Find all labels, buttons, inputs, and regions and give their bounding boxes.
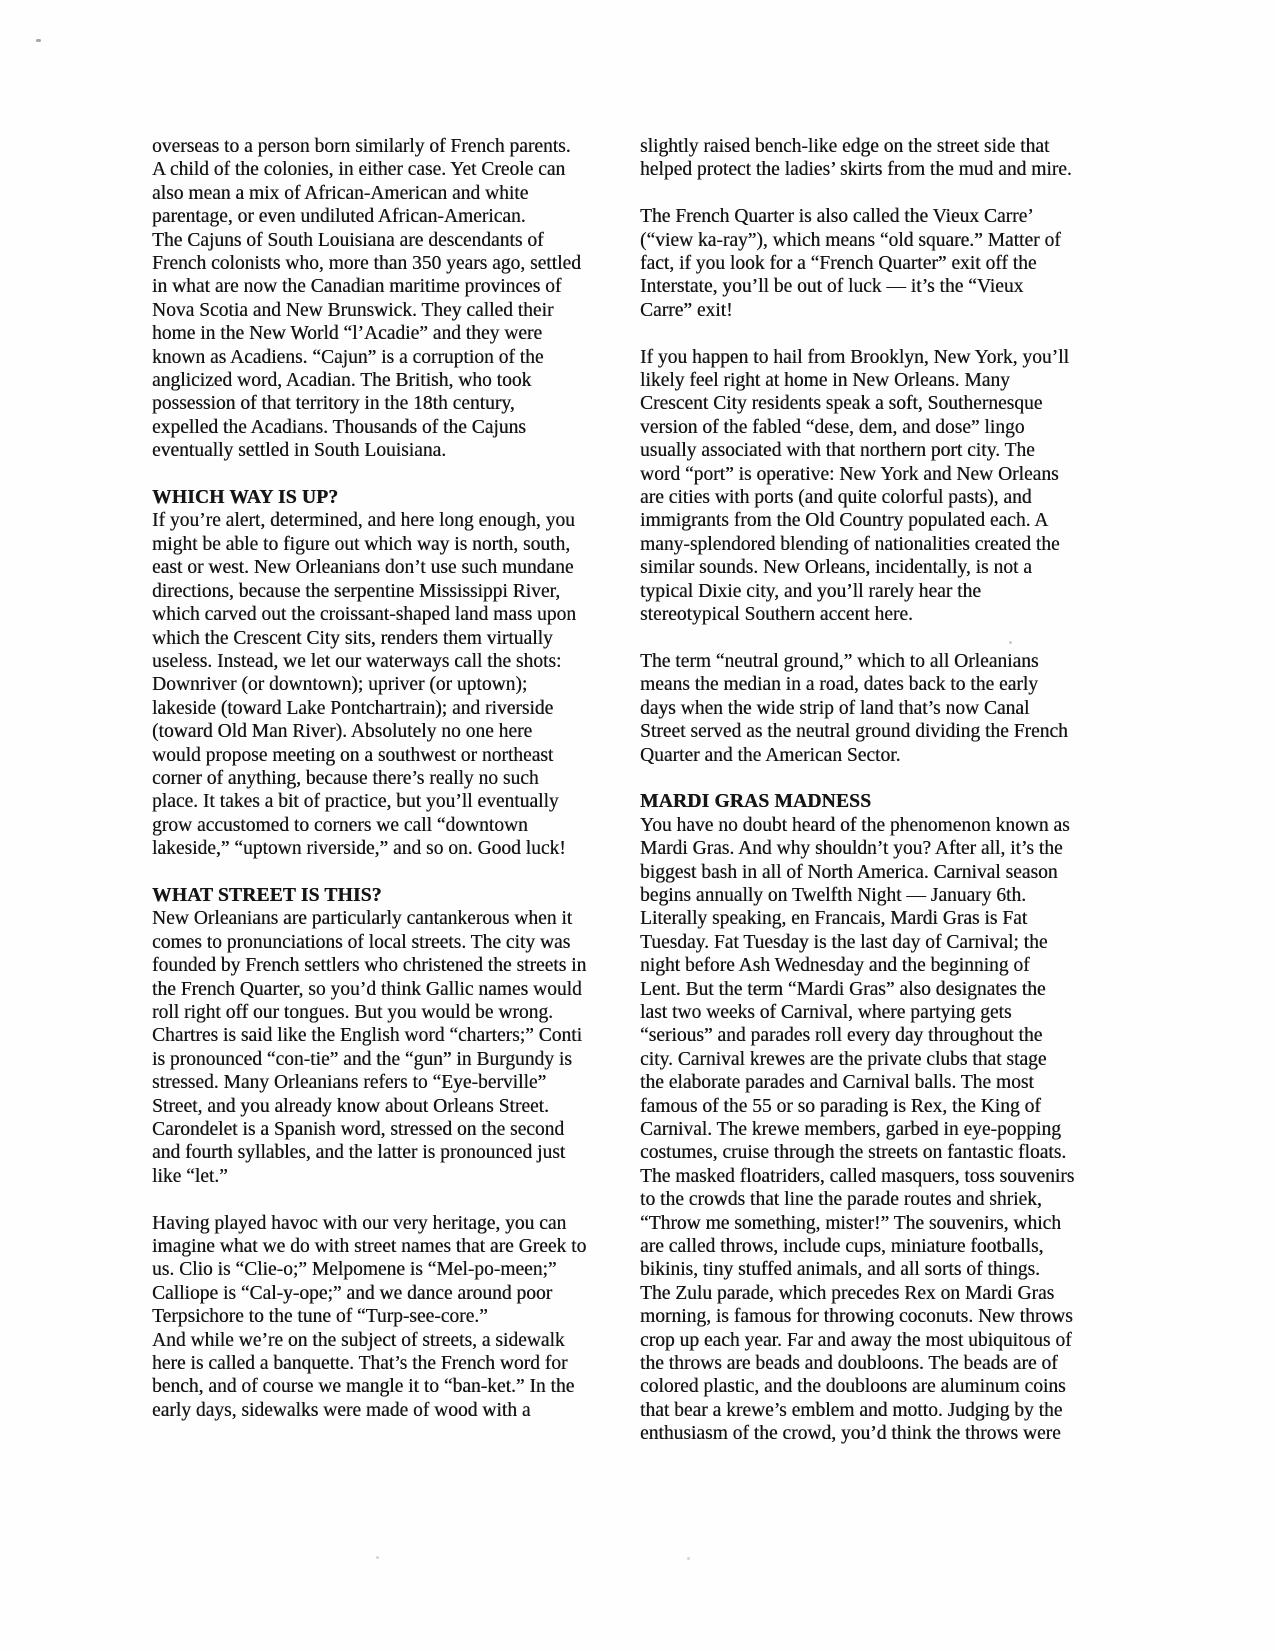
text-line: which carved out the croissant-shaped land mass upon bbox=[152, 604, 577, 626]
text-line: stressed. Many Orleanians refers to “Eye-berville” bbox=[152, 1072, 547, 1094]
paragraph bbox=[640, 205, 1110, 322]
text-line: (“view ka-ray”), which means “old square.” Matter of bbox=[640, 229, 1061, 251]
text-line: lakeside (toward Lake Pontchartrain); and riverside bbox=[152, 697, 554, 719]
text-line: Lent. But the term “Mardi Gras” also designates the bbox=[640, 978, 1046, 1000]
text-line: Nova Scotia and New Brunswick. They called their bbox=[152, 299, 554, 321]
paragraph bbox=[152, 509, 604, 860]
text-line: Interstate, you’ll be out of luck — it’s the “Vieux bbox=[640, 276, 1024, 298]
text-line: Mardi Gras. And why shouldn’t you? After all, it’s the bbox=[640, 838, 1063, 860]
text-line: (toward Old Man River). Absolutely no one here bbox=[152, 721, 533, 743]
text-line: that bear a krewe’s emblem and motto. Judging by the bbox=[640, 1399, 1063, 1421]
text-line: are called throws, include cups, miniature footballs, bbox=[640, 1236, 1044, 1258]
text-line: Calliope is “Cal-y-ope;” and we dance around poor bbox=[152, 1282, 553, 1304]
text-line: Carre” exit! bbox=[640, 299, 733, 321]
text-line: Street, and you already know about Orleans Street. bbox=[152, 1095, 549, 1117]
text-line: Literally speaking, en Francais, Mardi Gras is Fat bbox=[640, 908, 1028, 930]
text-line: biggest bash in all of North America. Carnival season bbox=[640, 861, 1058, 883]
text-line: here is called a banquette. That’s the French word for bbox=[152, 1353, 568, 1375]
text-line: imagine what we do with street names that are Greek to bbox=[152, 1236, 587, 1258]
text-line: immigrants from the Old Country populated each. A bbox=[640, 510, 1049, 532]
text-line: comes to pronunciations of local streets. The city was bbox=[152, 931, 571, 953]
text-line: A child of the colonies, in either case. Yet Creole can bbox=[152, 159, 566, 181]
text-line: The term “neutral ground,” which to all Orleanians bbox=[640, 650, 1039, 672]
text-line: founded by French settlers who christened the streets in bbox=[152, 955, 587, 977]
text-line: like “let.” bbox=[152, 1165, 228, 1187]
text-line: colored plastic, and the doubloons are aluminum coins bbox=[640, 1376, 1066, 1398]
text-line: lakeside,” “uptown riverside,” and so on. Good luck! bbox=[152, 838, 566, 860]
column-right bbox=[640, 135, 1110, 1446]
text-line: The masked floatriders, called masquers, toss souvenirs bbox=[640, 1165, 1075, 1187]
text-line: fact, if you look for a “French Quarter” exit off the bbox=[640, 253, 1037, 275]
paragraph bbox=[640, 135, 1110, 182]
text-line: Street served as the neutral ground dividing the French bbox=[640, 721, 1068, 743]
text-line: You have no doubt heard of the phenomenon known as bbox=[640, 814, 1070, 836]
text-line: And while we’re on the subject of streets, a sidewalk bbox=[152, 1329, 565, 1351]
text-line: eventually settled in South Louisiana. bbox=[152, 440, 447, 462]
text-line: home in the New World “l’Acadie” and they were bbox=[152, 323, 543, 345]
text-line: slightly raised bench-like edge on the street side that bbox=[640, 136, 1050, 157]
text-line: The Zulu parade, which precedes Rex on Mardi Gras bbox=[640, 1282, 1055, 1304]
paragraph bbox=[152, 1212, 604, 1423]
text-line: famous of the 55 or so parading is Rex, the King of bbox=[640, 1095, 1041, 1117]
paragraph bbox=[152, 135, 604, 463]
section-heading: MARDI GRAS MADNESS bbox=[640, 791, 872, 813]
two-column-text-layout bbox=[152, 135, 1110, 1446]
text-line: place. It takes a bit of practice, but you’ll eventually bbox=[152, 791, 559, 813]
text-line: parentage, or even undiluted African-American. bbox=[152, 206, 526, 228]
text-line: last two weeks of Carnival, where partying gets bbox=[640, 1001, 1012, 1023]
text-line: Having played havoc with our very heritage, you can bbox=[152, 1212, 567, 1234]
text-line: overseas to a person born similarly of French parents. bbox=[152, 136, 571, 157]
text-line: Carnival. The krewe members, garbed in eye-popping bbox=[640, 1119, 1061, 1140]
text-line: many-splendored blending of nationalities created the bbox=[640, 533, 1060, 555]
column-left bbox=[152, 135, 604, 1446]
text-line: Quarter and the American Sector. bbox=[640, 744, 901, 766]
text-line: begins annually on Twelfth Night — January 6th. bbox=[640, 884, 1027, 906]
text-line: directions, because the serpentine Mississippi River, bbox=[152, 580, 561, 602]
text-line: possession of that territory in the 18th century, bbox=[152, 393, 515, 415]
text-line: Crescent City residents speak a soft, Southernesque bbox=[640, 393, 1043, 415]
text-line: usually associated with that northern port city. The bbox=[640, 440, 1035, 462]
text-line: costumes, cruise through the streets on fantastic floats. bbox=[640, 1142, 1067, 1164]
text-line: version of the fabled “dese, dem, and dose” lingo bbox=[640, 416, 1025, 438]
text-line: east or west. New Orleanians don’t use such mundane bbox=[152, 557, 574, 579]
text-line: The French Quarter is also called the Vieux Carre’ bbox=[640, 206, 1034, 228]
text-line: crop up each year. Far and away the most ubiquitous of bbox=[640, 1329, 1072, 1351]
text-line: helped protect the ladies’ skirts from the mud and mire. bbox=[640, 159, 1072, 181]
text-line: days when the wide strip of land that’s now Canal bbox=[640, 697, 1030, 719]
paragraph bbox=[640, 346, 1110, 627]
text-line: Tuesday. Fat Tuesday is the last day of Carnival; the bbox=[640, 931, 1048, 953]
text-line: means the median in a road, dates back to the early bbox=[640, 674, 1038, 696]
text-line: are cities with ports (and quite colorful pasts), and bbox=[640, 487, 1032, 509]
text-line: us. Clio is “Clie-o;” Melpomene is “Mel-po-meen;” bbox=[152, 1259, 557, 1281]
text-line: the throws are beads and doubloons. The beads are of bbox=[640, 1353, 1058, 1375]
text-line: city. Carnival krewes are the private clubs that stage bbox=[640, 1048, 1047, 1070]
text-line: early days, sidewalks were made of wood with a bbox=[152, 1399, 531, 1421]
text-line: Carondelet is a Spanish word, stressed on the second bbox=[152, 1119, 565, 1141]
text-line: grow accustomed to corners we call “downtown bbox=[152, 814, 528, 836]
text-line: enthusiasm of the crowd, you’d think the throws were bbox=[640, 1423, 1061, 1445]
text-line: to the crowds that line the parade routes and shriek, bbox=[640, 1189, 1042, 1211]
text-line: typical Dixie city, and you’ll rarely hear the bbox=[640, 580, 981, 602]
text-line: “Throw me something, mister!” The souvenirs, which bbox=[640, 1212, 1061, 1234]
text-line: If you’re alert, determined, and here long enough, you bbox=[152, 510, 575, 532]
text-line: in what are now the Canadian maritime provinces of bbox=[152, 276, 562, 298]
text-line: night before Ash Wednesday and the beginning of bbox=[640, 955, 1030, 977]
text-line: bench, and of course we mangle it to “ban-ket.” In the bbox=[152, 1376, 575, 1398]
text-line: If you happen to hail from Brooklyn, New York, you’ll bbox=[640, 346, 1069, 368]
text-line: would propose meeting on a southwest or northeast bbox=[152, 744, 554, 766]
text-line: likely feel right at home in New Orleans. Many bbox=[640, 370, 1010, 392]
text-line: corner of anything, because there’s really no such bbox=[152, 767, 539, 789]
text-line: The Cajuns of South Louisiana are descendants of bbox=[152, 229, 544, 251]
paragraph bbox=[152, 907, 604, 1188]
text-line: similar sounds. New Orleans, incidentally, is not a bbox=[640, 557, 1032, 579]
text-line: useless. Instead, we let our waterways call the shots: bbox=[152, 650, 562, 672]
section-heading: WHAT STREET IS THIS? bbox=[152, 884, 382, 906]
scan-speck bbox=[36, 39, 41, 42]
text-line: the elaborate parades and Carnival balls. The most bbox=[640, 1072, 1034, 1094]
text-line: bikinis, tiny stuffed animals, and all sorts of things. bbox=[640, 1259, 1040, 1281]
text-line: morning, is famous for throwing coconuts. New throws bbox=[640, 1306, 1073, 1328]
scan-speck bbox=[376, 1556, 379, 1559]
text-line: anglicized word, Acadian. The British, who took bbox=[152, 370, 532, 392]
text-line: the French Quarter, so you’d think Gallic names would bbox=[152, 978, 582, 1000]
text-line: also mean a mix of African-American and white bbox=[152, 182, 529, 204]
text-line: might be able to figure out which way is north, south, bbox=[152, 533, 571, 555]
text-line: known as Acadiens. “Cajun” is a corruption of the bbox=[152, 346, 544, 368]
paragraph bbox=[640, 650, 1110, 767]
section-heading: WHICH WAY IS UP? bbox=[152, 487, 339, 509]
text-line: expelled the Acadians. Thousands of the Cajuns bbox=[152, 416, 526, 438]
text-line: roll right off our tongues. But you would be wrong. bbox=[152, 1002, 553, 1023]
text-line: “serious” and parades roll every day throughout the bbox=[640, 1025, 1043, 1047]
text-line: and fourth syllables, and the latter is pronounced just bbox=[152, 1142, 566, 1164]
text-line: which the Crescent City sits, renders them virtually bbox=[152, 627, 553, 649]
text-line: Chartres is said like the English word “charters;” Conti bbox=[152, 1025, 582, 1047]
scan-speck bbox=[687, 1557, 690, 1560]
text-line: stereotypical Southern accent here. bbox=[640, 604, 913, 626]
text-line: word “port” is operative: New York and New Orleans bbox=[640, 463, 1059, 485]
text-line: French colonists who, more than 350 years ago, settled bbox=[152, 253, 581, 275]
paragraph bbox=[640, 814, 1110, 1446]
text-line: is pronounced “con-tie” and the “gun” in Burgundy is bbox=[152, 1048, 572, 1070]
text-line: Terpsichore to the tune of “Turp-see-core.” bbox=[152, 1306, 488, 1328]
text-line: Downriver (or downtown); upriver (or uptown); bbox=[152, 674, 528, 696]
text-line: New Orleanians are particularly cantankerous when it bbox=[152, 908, 573, 930]
